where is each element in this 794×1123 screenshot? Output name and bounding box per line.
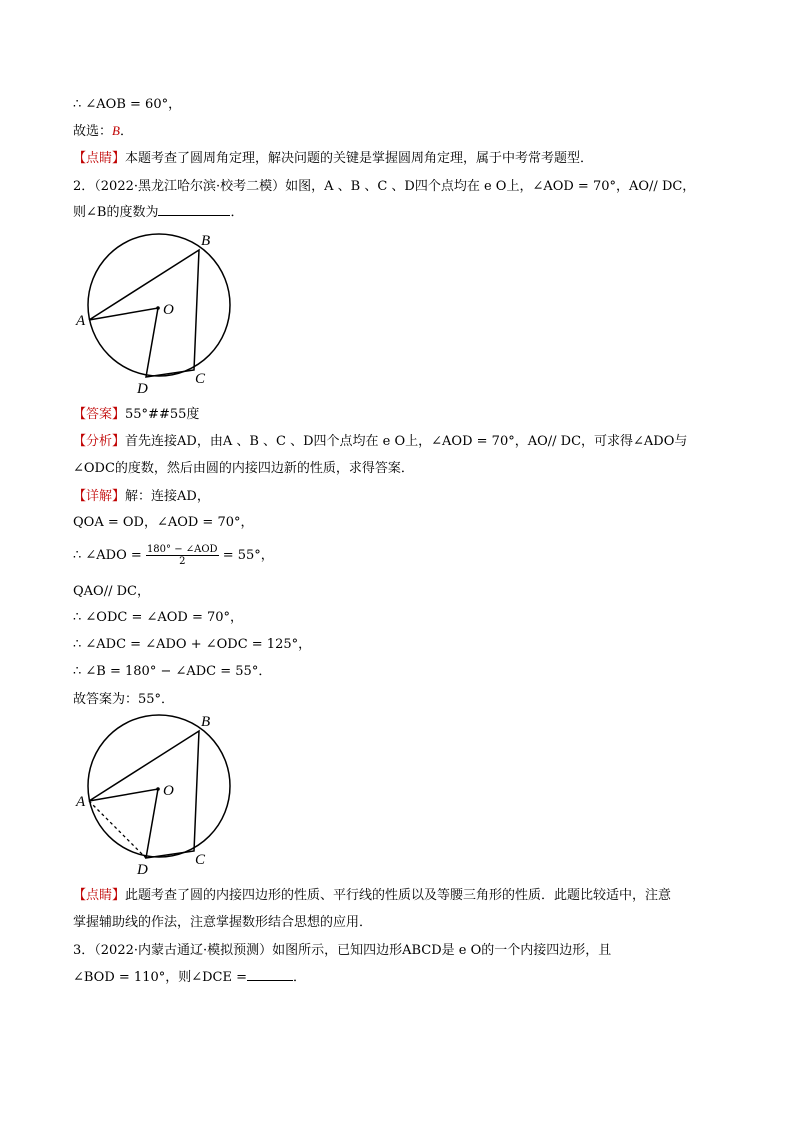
label-c: C: [195, 852, 206, 868]
q3-stem-line2: [73, 968, 306, 988]
q2-analysis-tag: 【分析】: [73, 434, 126, 449]
q1-comment-text: 本题考查了圆周角定理，解决问题的关键是掌握圆周角定理，属于中考常考题型．: [125, 151, 594, 166]
center-point: [156, 306, 160, 310]
circle-o: [88, 715, 230, 857]
q2-stem-end: ．: [230, 205, 244, 220]
label-o: O: [163, 302, 174, 318]
q2-step1: [73, 513, 254, 533]
label-c: C: [195, 371, 206, 387]
q3-stem-text-2: ∠BOD = 110°，则∠DCE =: [73, 970, 248, 985]
q2-solution-figure: [70, 709, 240, 879]
dashed-line-ad: [89, 801, 146, 858]
quadrilateral-lines: [89, 731, 199, 858]
q2-answer-blank: [158, 215, 230, 216]
label-o: O: [163, 783, 174, 799]
q2-analysis-line1: [73, 432, 687, 452]
label-d: D: [137, 381, 148, 397]
q1-choose-prefix: 故选：: [73, 124, 113, 139]
q2-figure-circle: [70, 228, 240, 398]
q2-stem-text-2: 则∠B的度数为: [73, 205, 159, 220]
q2-comment-line1: [73, 886, 671, 906]
q2-analysis-line2: [73, 459, 414, 479]
q2-step6: [73, 662, 271, 682]
label-b: B: [201, 233, 211, 249]
q1-therefore-text: ∴ ∠AOB = 60°，: [73, 97, 182, 112]
q3-answer-blank: [247, 980, 293, 981]
label-d: D: [137, 862, 148, 878]
q2-step5: [73, 635, 311, 655]
q1-comment-line: [73, 149, 593, 169]
quadrilateral-lines: [89, 250, 199, 377]
q2-detail-line: [73, 487, 210, 507]
q2-final-answer: [73, 690, 174, 710]
label-b: B: [201, 714, 211, 730]
q2-step2-suffix: = 55°，: [222, 548, 274, 563]
q2-comment-text-2: 掌握辅助线的作法，注意掌握数形结合思想的应用．: [73, 915, 373, 930]
q2-stem-line1: [73, 177, 695, 197]
q2-step3: [73, 582, 150, 602]
fraction-numerator: 180° − ∠AOD: [146, 544, 218, 555]
q1-therefore-line: [73, 95, 181, 115]
q1-choose-answer: B: [112, 123, 120, 138]
q2-step5-text: ∴ ∠ADC = ∠ADO + ∠ODC = 125°，: [73, 637, 312, 652]
q2-comment-line2: [73, 913, 372, 933]
q2-step2-fraction: [146, 544, 219, 567]
label-a: A: [76, 794, 86, 810]
q2-step4-text: ∴ ∠ODC = ∠AOD = 70°，: [73, 610, 244, 625]
q2-comment-text-1: 此题考查了圆的内接四边形的性质、平行线的性质以及等腰三角形的性质．此题比较适中，注意: [125, 888, 672, 903]
q3-stem-text-1: 3．（2022·内蒙古通辽·模拟预测）如图所示，已知四边形ABCD是 e O的一个内接四边形，且: [73, 943, 612, 958]
q1-comment-tag: 【点睛】: [73, 151, 126, 166]
circle-o: [88, 234, 230, 376]
q2-final-answer-text: 故答案为：55°．: [73, 692, 175, 707]
q3-stem-end: ．: [293, 970, 307, 985]
center-point: [156, 787, 160, 791]
label-a: A: [76, 313, 86, 329]
q2-step3-text: QAO// DC，: [73, 584, 150, 599]
q2-step2-prefix: ∴ ∠ADO =: [73, 548, 142, 563]
q2-step2: [73, 544, 274, 567]
q1-choose-line: [73, 121, 133, 142]
fraction-denominator: 2: [179, 556, 186, 567]
q1-choose-suffix: ．: [119, 124, 133, 139]
q2-answer-line: [73, 405, 199, 425]
q2-stem-line2: [73, 203, 243, 223]
q2-analysis-text-1: 首先连接AD，由A 、B 、C 、D四个点均在 e O上，∠AOD = 70°，AO// DC，可求得∠ADO与: [125, 434, 688, 449]
q2-answer-text: 55°##55度: [125, 407, 200, 422]
q2-answer-tag: 【答案】: [73, 407, 126, 422]
q2-analysis-text-2: ∠ODC的度数，然后由圆的内接四边新的性质，求得答案．: [73, 461, 414, 476]
q2-stem-text-1: 2．（2022·黑龙江哈尔滨·校考二模）如图，A 、B 、C 、D四个点均在 e O上，∠AOD = 70°，AO// DC，: [73, 179, 696, 194]
q2-step6-text: ∴ ∠B = 180° − ∠ADC = 55°．: [73, 664, 272, 679]
q2-step4: [73, 608, 243, 628]
q2-comment-tag: 【点睛】: [73, 888, 126, 903]
q3-stem-line1: [73, 941, 611, 961]
q2-detail-text: 解：连接AD，: [125, 489, 210, 504]
q2-detail-tag: 【详解】: [73, 489, 126, 504]
q2-step1-text: QOA = OD，∠AOD = 70°，: [73, 515, 254, 530]
